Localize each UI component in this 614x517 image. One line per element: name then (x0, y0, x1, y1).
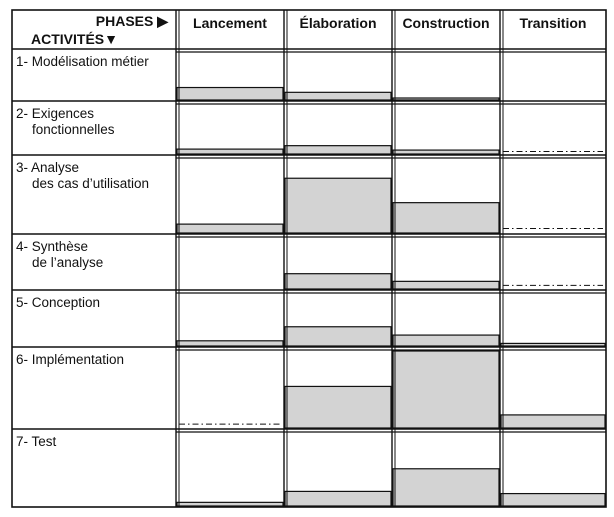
activity-label-7-line-1: 7- Test (16, 434, 57, 449)
activity-label-2-line-2: fonctionnelles (32, 122, 115, 137)
activity-label-5-line-1: 5- Conception (16, 295, 101, 310)
activity-label-2-line-1: 2- Exigences (16, 106, 95, 121)
effort-fill-row3-col2 (285, 178, 391, 233)
effort-fill-row7-col2 (285, 491, 391, 506)
effort-fill-row5-col1 (177, 341, 283, 346)
activity-label-3-line-1: 3- Analyse (16, 160, 80, 175)
effort-fill-row6-col3 (393, 351, 499, 428)
effort-fill-row1-col3 (393, 98, 499, 100)
phase-header-0: Lancement (193, 15, 267, 31)
activity-label-3-line-2: des cas d’utilisation (32, 176, 150, 191)
effort-fill-row7-col3 (393, 469, 499, 506)
phase-header-2: Construction (402, 15, 490, 31)
effort-fill-row2-col1 (177, 149, 283, 154)
activity-label-4-line-2: de l’analyse (32, 255, 104, 270)
phase-header-3: Transition (519, 15, 587, 31)
activity-label-1-line-1: 1- Modélisation métier (16, 54, 149, 69)
effort-fill-row7-col4 (501, 494, 605, 506)
activity-label-6-line-1: 6- Implémentation (16, 352, 125, 367)
effort-fill-row5-col2 (285, 327, 391, 346)
effort-fill-row1-col1 (177, 88, 283, 100)
effort-fill-row2-col3 (393, 150, 499, 154)
effort-fill-row4-col2 (285, 274, 391, 289)
effort-fill-row6-col4 (501, 415, 605, 428)
effort-fill-row3-col3 (393, 203, 499, 233)
effort-fill-row2-col2 (285, 146, 391, 154)
phase-header-1: Élaboration (299, 15, 377, 31)
effort-fill-row4-col3 (393, 281, 499, 289)
effort-fill-row6-col2 (285, 386, 391, 428)
effort-fill-row5-col4 (501, 343, 605, 346)
activity-label-4-line-1: 4- Synthèse (16, 239, 89, 254)
effort-fill-row3-col1 (177, 224, 283, 233)
effort-fill-row5-col3 (393, 335, 499, 346)
effort-fill-row1-col2 (285, 92, 391, 100)
phases-axis-label: PHASES ▶ (95, 13, 168, 29)
effort-fill-row7-col1 (177, 502, 283, 506)
activities-axis-label: ACTIVITÉS▼ (31, 31, 118, 47)
